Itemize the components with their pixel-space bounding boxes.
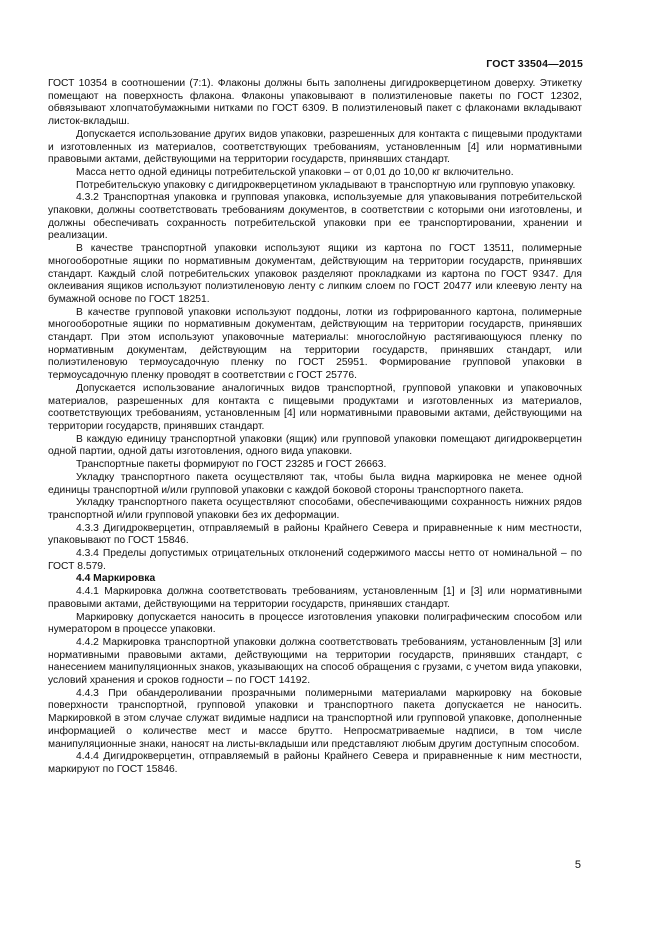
paragraph: Укладку транспортного пакета осуществляют способами, обеспечивающими сохранность нижних рядов транспортной и/или групповой упаковки без их деформации.	[48, 497, 582, 521]
document-body	[48, 78, 582, 777]
paragraph: В каждую единицу транспортной упаковки (ящик) или групповой упаковки помещают дигидрокверцетин одной партии, одной даты изготовления, одного вида упаковки.	[48, 433, 582, 458]
paragraph-4-4-1: 4.4.1 Маркировка должна соответствовать требованиям, установленным [1] и [3] или нормативными правовыми актами, действующими на территории государств, принявших стандарт.	[48, 586, 582, 610]
section-title-marking: 4.4 Маркировка	[76, 573, 156, 585]
paragraph-4-3-2: 4.3.2 Транспортная упаковка и групповая упаковка, используемые для упаковывания потребительской упаковки, должны соответствовать требованиям документов, в соответствии с которыми они изготовлены, и должны обеспечивать сохранность потребительской упаковки при ее транспортировании, хранении и реализации.	[48, 192, 582, 242]
paragraph: В качестве групповой упаковки используют поддоны, лотки из гофрированного картона, полимерные многооборотные ящики по нормативным документам, действующим на территории государств, принявших стандарт. При этом используют упаковочные материалы: многослойную растягивающуюся пленку по нормативным документам, действующим на территории государств, принявших стандарт, или полиэтиленовую термоусадочную пленку по ГОСТ 25951. Формирование групповой упаковки в термоусадочную пленку проводят в соответствии с ГОСТ 25776.	[48, 306, 582, 382]
paragraph: Маркировку допускается наносить в процессе изготовления упаковки полиграфическим способом или нумератором в процессе упаковки.	[48, 611, 582, 636]
paragraph-4-4-3: 4.4.3 При обандероливании прозрачными полимерными материалами маркировку на боковые поверхности транспортной, групповой упаковки и транспортного пакета допускается не наносить. Маркировкой в этом случае служат видимые надписи на транспортной или групповой упаковке, дополненные информацией о количестве мест и массе брутто. Непросматриваемые надписи, в том числе манипуляционные знаки, наносят на листы-вкладыши или представляют любым другим доступным способом.	[48, 687, 582, 750]
paragraph: Допускается использование других видов упаковки, разрешенных для контакта с пищевыми продуктами и изготовленных из материалов, соответствующих требованиям, установленным [4] или нормативными правовыми актами, действующими на территории государств, принявших стандарт.	[48, 128, 582, 166]
document-code-header: ГОСТ 33504—2015	[486, 58, 583, 70]
paragraph-4-4-2: 4.4.2 Маркировка транспортной упаковки должна соответствовать требованиям, установленным [3] или нормативными правовыми актами, действующими на территории государств, принявших стандарт, с нанесением манипуляционных знаков, указывающих на способ обращения с грузами, с учетом вида упаковки, условий хранения и сроков годности – по ГОСТ 14192.	[48, 636, 582, 687]
paragraph-4-3-4: 4.3.4 Пределы допустимых отрицательных отклонений содержимого массы нетто от номинальной – по ГОСТ 8.579.	[48, 548, 582, 572]
paragraph: Транспортные пакеты формируют по ГОСТ 23285 и ГОСТ 26663.	[76, 459, 387, 471]
paragraph: В качестве транспортной упаковки используют ящики из картона по ГОСТ 13511, полимерные многооборотные ящики по нормативным документам, действующим на территории государств, принявших стандарт. Каждый слой потребительских упаковок разделяют прокладками из картона по ГОСТ 9347. Для оклеивания ящиков используют полиэтиленовую ленту с липким слоем по ГОСТ 20477 или клеевую ленту на бумажной основе по ГОСТ 18251.	[48, 243, 582, 305]
page-number: 5	[574, 859, 581, 871]
paragraph-4-4-4: 4.4.4 Дигидрокверцетин, отправляемый в районы Крайнего Севера и приравненные к ним местности, маркируют по ГОСТ 15846.	[48, 751, 582, 775]
paragraph: Укладку транспортного пакета осуществляют так, чтобы была видна маркировка не менее одной единицы транспортной и/или групповой упаковки с каждой боковой стороны транспортного пакета.	[48, 471, 582, 496]
paragraph-4-3-3: 4.3.3 Дигидрокверцетин, отправляемый в районы Крайнего Севера и приравненные к ним местности, упаковывают по ГОСТ 15846.	[48, 522, 582, 547]
paragraph: Потребительскую упаковку с дигидрокверцетином укладывают в транспортную или групповую упаковку.	[76, 179, 576, 191]
paragraph: Допускается использование аналогичных видов транспортной, групповой упаковки и упаковочных материалов, разрешенных для контакта с пищевыми продуктами и изготовленных из материалов, соответствующих требованиям, установленным [4] или нормативными правовыми актами, действующими на территории государств, принявших стандарт.	[48, 382, 582, 432]
paragraph-intro: ГОСТ 10354 в соотношении (7:1). Флаконы должны быть заполнены дигидрокверцетином доверху. Этикетку помещают на поверхность флакона. Флаконы упаковывают в полиэтиленовые пакеты по ГОСТ 12302, обвязывают хлопчатобумажными нитками по ГОСТ 6309. В полиэтиленовый пакет с флаконами вкладывают листок-вкладыш.	[48, 78, 582, 128]
paragraph: Масса нетто одной единицы потребительской упаковки – от 0,01 до 10,00 кг включительно.	[76, 166, 514, 178]
